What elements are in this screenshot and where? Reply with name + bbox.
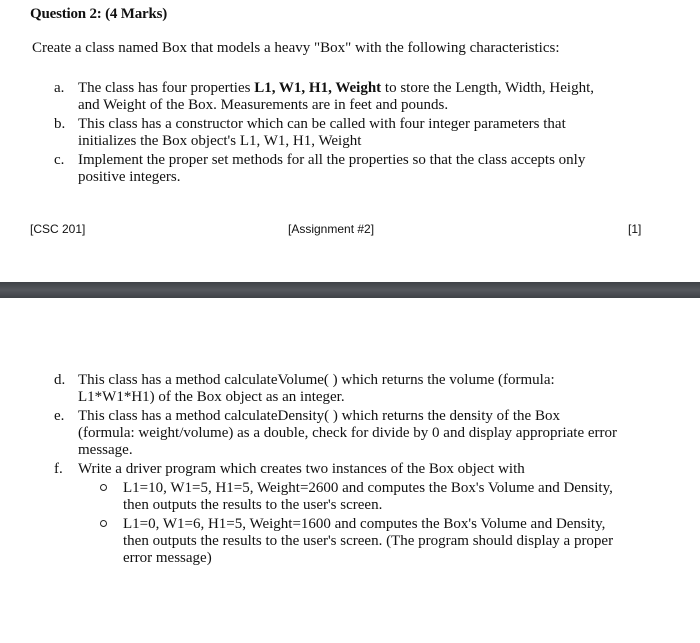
document-page-bottom [0, 298, 700, 643]
item-b-line-1: This class has a constructor which can be called with four integer parameters that [78, 116, 566, 132]
item-d-line-1: This class has a method calculateVolume( ) which returns the volume (formula: [78, 372, 555, 388]
item-f-line-1: Write a driver program which creates two instances of the Box object with [78, 461, 525, 477]
sub-item-1-line-2: then outputs the results to the user's screen. [123, 497, 383, 513]
item-e-line-2: (formula: weight/volume) as a double, check for divide by 0 and display appropriate error [78, 425, 617, 441]
properties-list: L1, W1, H1, Weight [254, 80, 382, 96]
item-a-line-2: and Weight of the Box. Measurements are in feet and pounds. [78, 97, 449, 113]
question-intro: Create a class named Box that models a heavy "Box" with the following characteristics: [32, 40, 560, 56]
sub-item-1-line-1: L1=10, W1=5, H1=5, Weight=2600 and computes the Box's Volume and Density, [123, 480, 613, 496]
item-c-line-1: Implement the proper set methods for all the properties so that the class accepts only [78, 152, 586, 168]
item-marker: e. [54, 408, 65, 424]
item-d-line-2: L1*W1*H1) of the Box object as an integer. [78, 389, 345, 405]
item-a-line-1: The class has four properties L1, W1, H1, Weight to store the Length, Width, Height, [78, 80, 595, 96]
item-marker: b. [54, 116, 66, 132]
sub-item-2-line-3: error message) [123, 550, 212, 566]
item-marker: a. [54, 80, 65, 96]
item-e-line-1: This class has a method calculateDensity( ) which returns the density of the Box [78, 408, 560, 424]
hollow-bullet-icon [100, 520, 107, 527]
item-marker: d. [54, 372, 66, 388]
item-c-line-2: positive integers. [78, 169, 181, 185]
item-marker: f. [54, 461, 63, 477]
footer-course: [CSC 201] [30, 222, 86, 236]
sub-item-2-line-1: L1=0, W1=6, H1=5, Weight=1600 and computes the Box's Volume and Density, [123, 516, 606, 532]
item-marker: c. [54, 152, 65, 168]
footer-assignment: [Assignment #2] [288, 222, 375, 236]
document-page-top [0, 0, 700, 282]
item-b-line-2: initializes the Box object's L1, W1, H1, Weight [78, 133, 362, 149]
hollow-bullet-icon [100, 484, 107, 491]
footer-page-number: [1] [628, 222, 642, 236]
item-e-line-3: message. [78, 442, 133, 458]
question-title: Question 2: (4 Marks) [30, 6, 168, 22]
page-separator [0, 282, 700, 298]
sub-item-2-line-2: then outputs the results to the user's screen. (The program should display a proper [123, 533, 614, 549]
